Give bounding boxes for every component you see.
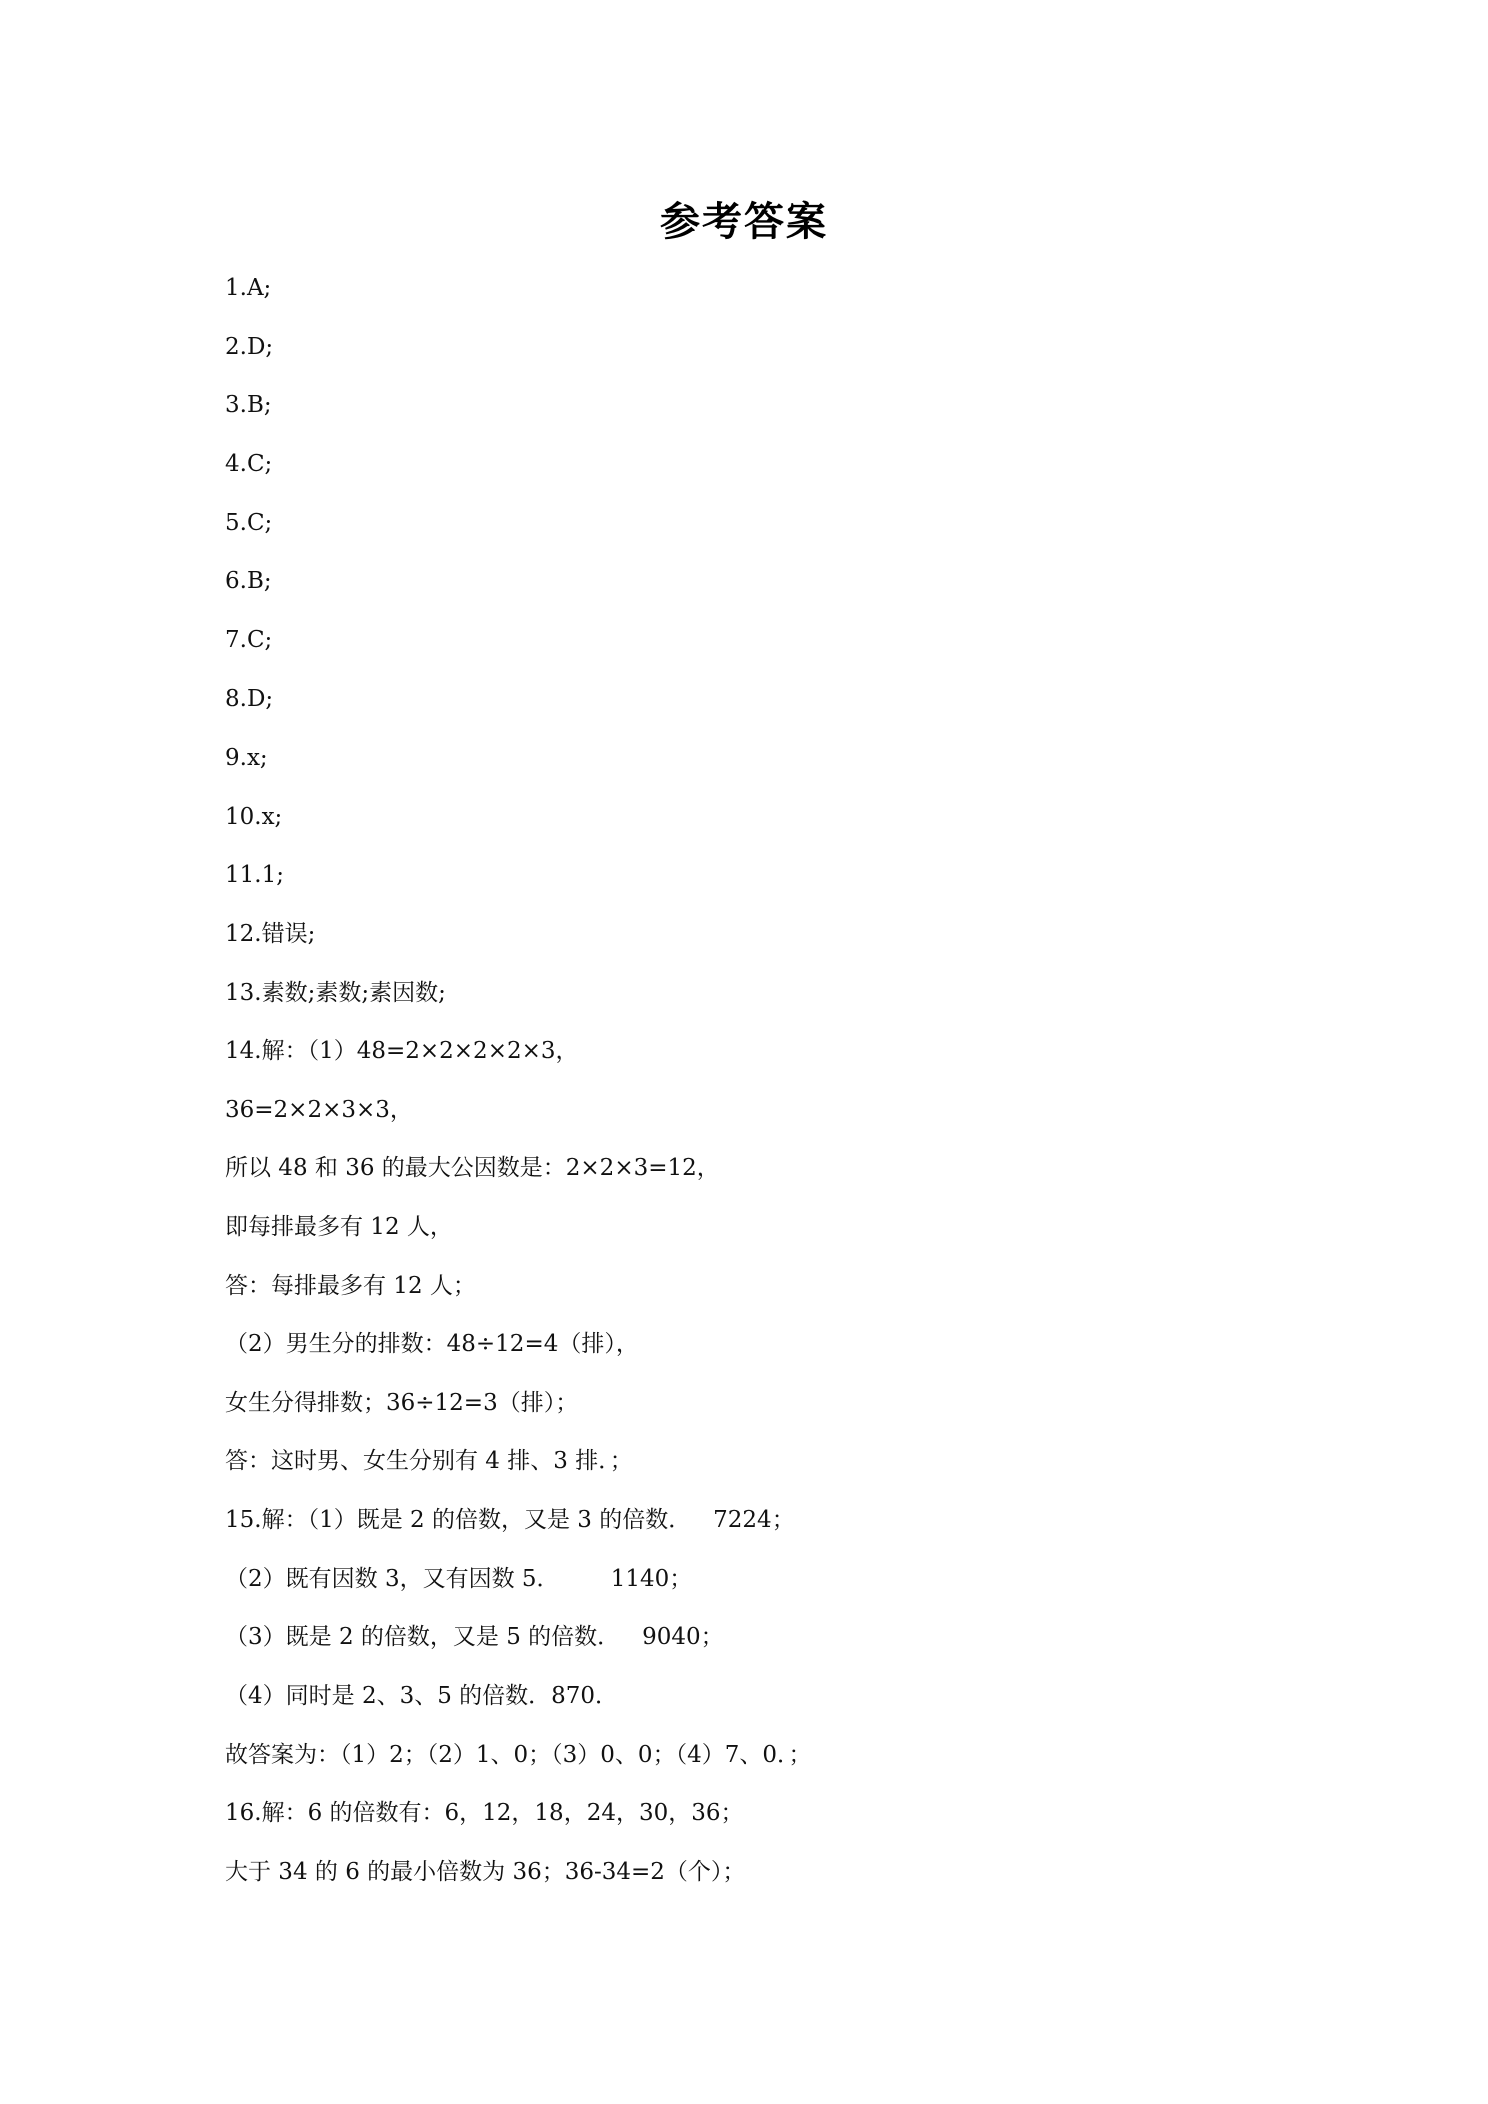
answer-line-9: 9.x; <box>225 745 268 771</box>
answer-line-5: 5.C; <box>225 510 273 536</box>
answer-line-4: 4.C; <box>225 451 273 477</box>
answer-line-14: 14.解：（1）48=2×2×2×2×3， <box>225 1038 579 1064</box>
answer-line-13: 13.素数;素数;素因数; <box>225 980 446 1006</box>
answer-line-27: 16.解：6 的倍数有：6，12，18，24，30，36； <box>225 1800 744 1826</box>
answer-line-7: 7.C; <box>225 627 273 653</box>
answer-line-22: 15.解：（1）既是 2 的倍数，又是 3 的倍数． 7224； <box>225 1507 795 1533</box>
answer-line-6: 6.B; <box>225 568 272 594</box>
answer-line-16: 所以 48 和 36 的最大公因数是：2×2×3=12， <box>225 1155 720 1181</box>
answer-line-20: 女生分得排数；36÷12=3（排）； <box>225 1390 579 1416</box>
answer-line-12: 12.错误; <box>225 921 316 947</box>
answer-line-10: 10.x; <box>225 804 283 830</box>
answer-line-15: 36=2×2×3×3， <box>225 1097 413 1123</box>
answer-line-17: 即每排最多有 12 人， <box>225 1214 453 1240</box>
answer-line-8: 8.D; <box>225 686 274 712</box>
answer-line-28: 大于 34 的 6 的最小倍数为 36；36-34=2（个）； <box>225 1859 746 1885</box>
answer-line-1: 1.A; <box>225 275 272 301</box>
answer-line-2: 2.D; <box>225 334 274 360</box>
answer-line-23: （2）既有因数 3，又有因数 5． 1140； <box>225 1566 693 1592</box>
answer-line-3: 3.B; <box>225 392 272 418</box>
answer-line-25: （4）同时是 2、3、5 的倍数．870． <box>225 1683 619 1709</box>
answer-line-18: 答：每排最多有 12 人； <box>225 1273 476 1299</box>
answer-line-21: 答：这时男、女生分别有 4 排、3 排．； <box>225 1448 633 1474</box>
answer-line-19: （2）男生分的排数：48÷12=4（排）， <box>225 1331 639 1357</box>
page-title: 参考答案 <box>660 199 828 245</box>
answer-line-24: （3）既是 2 的倍数，又是 5 的倍数． 9040； <box>225 1624 724 1650</box>
answer-line-11: 11.1; <box>225 862 284 888</box>
answer-line-26: 故答案为：（1）2；（2）1、0；（3）0、0；（4）7、0．； <box>225 1742 812 1768</box>
